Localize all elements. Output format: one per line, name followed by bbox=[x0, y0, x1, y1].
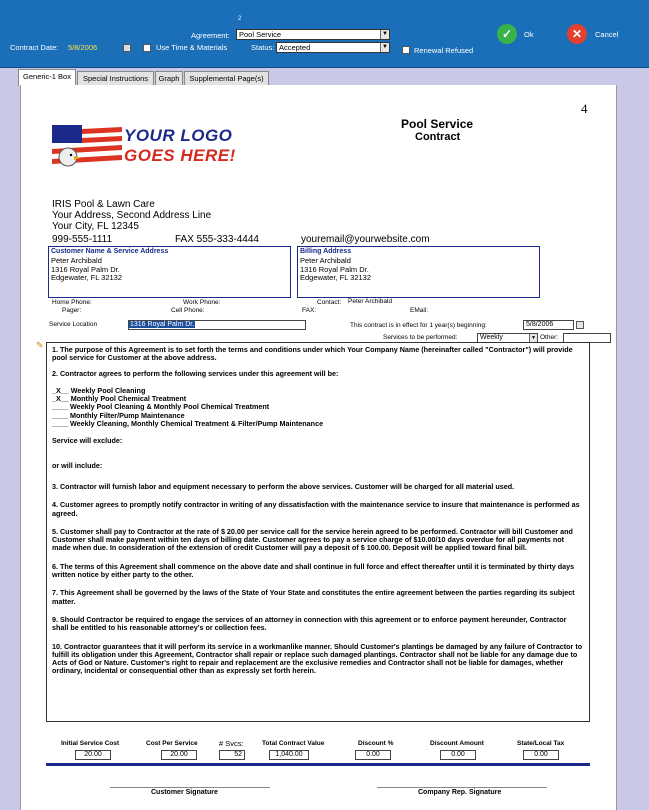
service-option-1: _X__ Weekly Pool Cleaning bbox=[52, 385, 146, 395]
svcs-field[interactable]: 52 bbox=[219, 750, 245, 760]
effect-label: This contract is in effect for 1 year(s) beginning: bbox=[350, 322, 487, 329]
terms-text bbox=[52, 346, 584, 683]
email-label: EMail: bbox=[410, 307, 429, 314]
discount-pct-field[interactable]: 0.00 bbox=[355, 750, 391, 760]
chevron-down-icon: ▼ bbox=[380, 30, 389, 39]
discount-pct-label: Discount % bbox=[358, 740, 394, 747]
initial-cost-label: Initial Service Cost bbox=[61, 740, 120, 747]
fax-label: FAX: bbox=[302, 307, 317, 314]
customer-name: Peter Archibald bbox=[51, 256, 102, 265]
doc-title-1: Pool Service bbox=[401, 117, 474, 131]
total-value-field[interactable]: 1,040.00 bbox=[269, 750, 309, 760]
service-option-3: ____ Weekly Pool Cleaning & Monthly Pool Chemical Treatment bbox=[52, 402, 270, 412]
customer-box-title: Customer Name & Service Address bbox=[51, 248, 169, 255]
customer-signature-line bbox=[110, 787, 270, 788]
calendar-icon[interactable] bbox=[576, 321, 584, 329]
tab-supplemental-pages[interactable]: Supplemental Page(s) bbox=[184, 71, 269, 86]
term-2: 2. Contractor agrees to perform the following services under this agreement will be: bbox=[52, 368, 339, 378]
tax-field[interactable]: 0.00 bbox=[523, 750, 559, 760]
company-signature-line bbox=[377, 787, 547, 788]
service-option-5: ____ Weekly Cleaning, Monthly Chemical Treatment & Filter/Pump Maintenance bbox=[52, 419, 324, 429]
cost-per-service-label: Cost Per Service bbox=[146, 740, 198, 747]
discount-amount-field[interactable]: 0.00 bbox=[440, 750, 476, 760]
pager-label: Pager: bbox=[62, 307, 82, 314]
svcs-label: # Svcs: bbox=[219, 739, 244, 748]
customer-city: Edgewater, FL 32132 bbox=[51, 273, 123, 282]
company-address-1: Your Address, Second Address Line bbox=[52, 210, 212, 221]
customer-signature-label: Customer Signature bbox=[151, 789, 218, 796]
company-phone: 999-555-1111 bbox=[52, 234, 113, 245]
cancel-label[interactable]: Cancel bbox=[595, 30, 619, 39]
effect-date-field[interactable]: 5/8/2006 bbox=[523, 320, 574, 330]
company-name: IRIS Pool & Lawn Care bbox=[52, 199, 155, 210]
time-materials-label: Use Time & Materials bbox=[156, 43, 228, 52]
term-6: 6. The terms of this Agreement shall commence on the above date and shall continue in full force and effect thereafter until it is terminated by thirty days written notice by either party to the other. bbox=[52, 561, 575, 580]
renewal-refused-checkbox[interactable] bbox=[402, 46, 410, 54]
billing-street: 1316 Royal Palm Dr. bbox=[300, 265, 369, 274]
page-number: 4 bbox=[581, 101, 588, 116]
term-9: 9. Should Contractor be required to engage the services of an attorney in connection with this agreement or to enforce payment hereunder, Contractor shall be entitled to his reasonable attorney's or collection fees. bbox=[52, 614, 567, 633]
term-7: 7. This Agreement shall be governed by the laws of the State of Your State and constitutes the entire agreement between the parties regarding its subject matter. bbox=[52, 588, 575, 606]
agreement-label: Agreement: bbox=[191, 31, 230, 40]
term-4: 4. Customer agrees to promptly notify contractor in writing of any dissatisfaction with the maintenance service to insure that maintenance is performed as agreed. bbox=[52, 500, 580, 518]
tab-special-instructions[interactable]: Special Instructions bbox=[77, 71, 154, 86]
contract-date-value[interactable]: 5/8/2006 bbox=[68, 43, 98, 52]
company-address-2: Your City, FL 12345 bbox=[52, 221, 139, 232]
contact-value: Peter Archibald bbox=[348, 298, 393, 305]
status-label: Status: bbox=[251, 43, 275, 52]
service-exclude: Service will exclude: bbox=[52, 436, 123, 446]
billing-city: Edgewater, FL 32132 bbox=[300, 273, 372, 282]
term-10: 10. Contractor guarantees that it will perform its service in a workmanlike manner. Should Customer's plantings be damaged by any failure of Contractor to fulfill its obligation under this Agreement, Contractor shall repair or replace such damaged plantings. Contractor shall not be liable for any damage due to Acts of God or Nature. Customer's right to repair and replacement are the exclusive remedies and Contractor shall not be liable for damages, whether ordinary, incidental or consequential other than as expressly set forth herein. bbox=[52, 641, 583, 676]
service-option-4: ____ Monthly Filter/Pump Maintenance bbox=[52, 410, 185, 420]
top-toolbar bbox=[0, 0, 649, 68]
company-fax: FAX 555-333-4444 bbox=[175, 234, 259, 245]
service-location-field[interactable] bbox=[128, 320, 306, 330]
discount-amount-label: Discount Amount bbox=[430, 740, 484, 747]
other-label: Other: bbox=[540, 334, 559, 341]
cancel-button[interactable] bbox=[567, 24, 587, 44]
terms-box[interactable] bbox=[46, 342, 590, 722]
company-email: youremail@yourwebsite.com bbox=[301, 234, 430, 245]
tab-graph[interactable]: Graph bbox=[155, 71, 183, 86]
billing-address-box[interactable] bbox=[297, 246, 540, 298]
toolbar-page-number: 2 bbox=[238, 16, 242, 22]
contract-page bbox=[20, 85, 617, 810]
calendar-icon[interactable] bbox=[123, 44, 131, 52]
service-location-value: 1316 Royal Palm Dr. bbox=[130, 321, 195, 328]
term-5: 5. Customer shall pay to Contractor at the rate of $ 20.00 per service call for the service herein agreed to be performed. Contractor will bill Customer and Customer shall make payment within ten days of billing date. Customer agrees to pay a service charge of $10.00/10 days overdue for all payments not made when due. In consideration of the extension of credit Customer will pay a deposit of $ 100.00. Deposit will be applied toward final bill. bbox=[52, 526, 573, 553]
term-3: 3. Contractor will furnish labor and equipment necessary to perform the above services. Customer will be charged for all material used. bbox=[52, 481, 515, 491]
ok-label[interactable]: Ok bbox=[524, 30, 534, 39]
services-label: Services to be performed: bbox=[383, 334, 458, 341]
chevron-down-icon: ▼ bbox=[529, 334, 537, 342]
initial-cost-field[interactable]: 20.00 bbox=[75, 750, 111, 760]
term-1: 1. The purpose of this Agreement is to set forth the terms and conditions under which Your Company Name (hereinafter called "Contractor") will provide pool service for Customer at the above address. bbox=[52, 345, 573, 363]
home-phone-label: Home Phone: bbox=[52, 299, 92, 306]
contact-label: Contact: bbox=[317, 299, 342, 306]
agreement-value: Pool Service bbox=[239, 30, 282, 39]
checkmark-icon: ✓ bbox=[501, 27, 513, 41]
chevron-down-icon: ▼ bbox=[380, 43, 389, 52]
flag-eagle-icon bbox=[52, 125, 122, 167]
company-logo bbox=[52, 125, 252, 167]
status-select[interactable] bbox=[276, 42, 390, 53]
ok-button[interactable] bbox=[497, 24, 517, 44]
logo-line-1: YOUR LOGO bbox=[124, 126, 233, 145]
tab-bar bbox=[0, 68, 649, 86]
contract-date-label: Contract Date: bbox=[10, 43, 59, 52]
customer-street: 1316 Royal Palm Dr. bbox=[51, 265, 120, 274]
cell-phone-label: Cell Phone: bbox=[171, 307, 205, 314]
service-option-2: _X__ Monthly Pool Chemical Treatment bbox=[52, 394, 187, 404]
doc-title-2: Contract bbox=[415, 131, 461, 143]
work-phone-label: Work Phone: bbox=[183, 299, 221, 306]
agreement-select[interactable] bbox=[236, 29, 390, 40]
total-value-label: Total Contract Value bbox=[262, 740, 325, 747]
service-include: or will include: bbox=[52, 460, 103, 470]
renewal-refused-label: Renewal Refused bbox=[414, 46, 474, 55]
company-signature-label: Company Rep. Signature bbox=[418, 789, 502, 796]
totals-divider bbox=[46, 763, 590, 766]
billing-box-title: Billing Address bbox=[300, 248, 352, 255]
status-value: Accepted bbox=[279, 43, 311, 52]
pencil-icon[interactable]: ✎ bbox=[36, 340, 44, 350]
time-materials-checkbox[interactable] bbox=[143, 44, 151, 52]
logo-line-2: GOES HERE! bbox=[124, 146, 236, 165]
service-location-label: Service Location bbox=[49, 321, 98, 328]
tab-generic-1-box[interactable]: Generic-1 Box bbox=[18, 69, 76, 86]
customer-address-box[interactable] bbox=[48, 246, 291, 298]
cost-per-service-field[interactable]: 20.00 bbox=[161, 750, 197, 760]
close-icon: ✕ bbox=[571, 27, 583, 41]
billing-name: Peter Archibald bbox=[300, 256, 351, 265]
tax-label: State/Local Tax bbox=[517, 740, 565, 747]
services-value: Weekly bbox=[480, 334, 503, 341]
